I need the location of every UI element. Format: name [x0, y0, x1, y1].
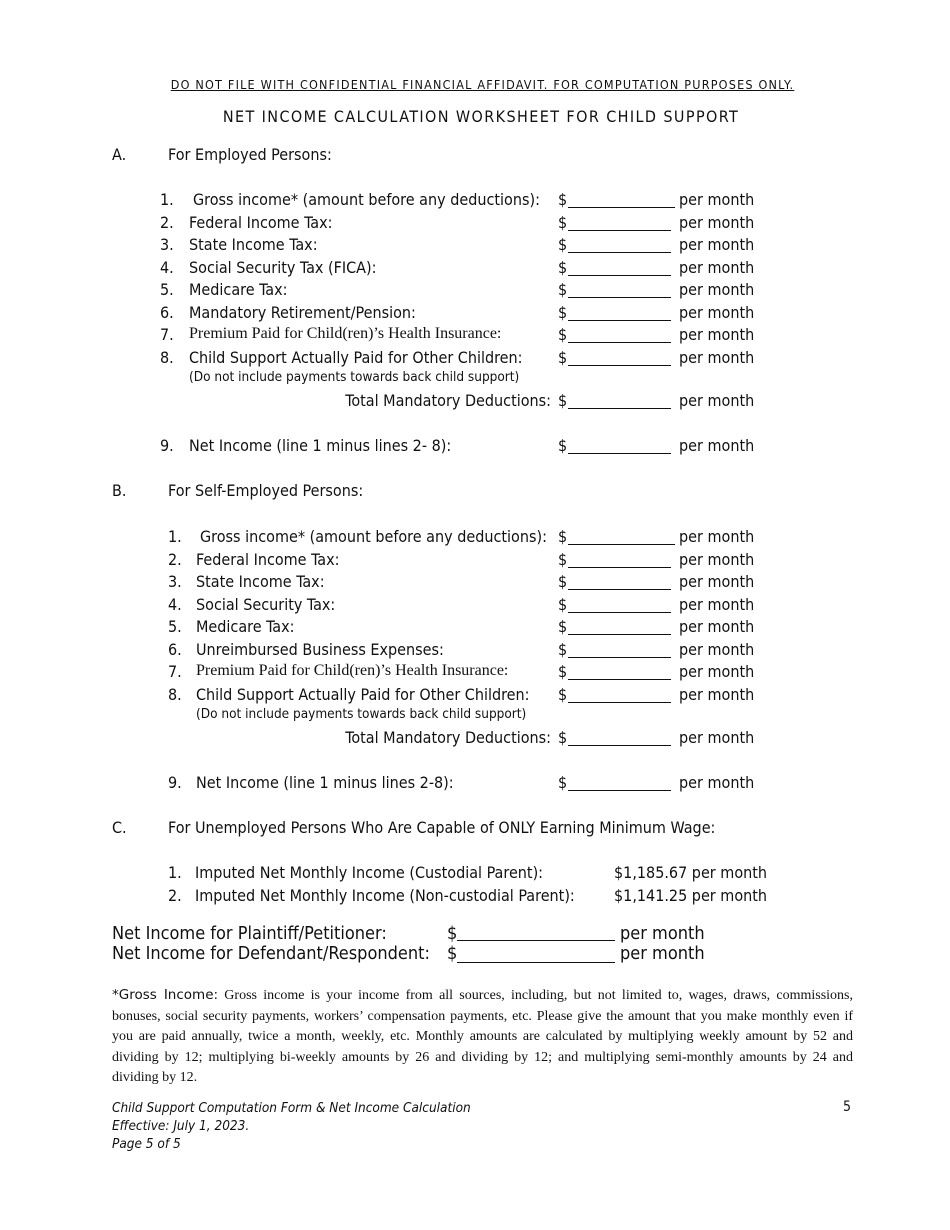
section-a-item-8-amount-field[interactable] [568, 365, 671, 366]
section-a-item-8-label: Child Support Actually Paid for Other Children: [189, 348, 523, 367]
section-a-total-deductions-label: Total Mandatory Deductions: [345, 391, 551, 410]
section-a-back-support-note: (Do not include payments towards back child support) [189, 369, 520, 385]
section-a-total-deductions-field[interactable] [568, 408, 671, 409]
section-b-item-3-per-month: per month [679, 572, 755, 591]
section-a-item-5-per-month: per month [679, 280, 755, 299]
page-title: NET INCOME CALCULATION WORKSHEET FOR CHILD SUPPORT [222, 107, 740, 126]
section-b-item-8-amount-field[interactable] [568, 702, 671, 703]
section-a-net-income-label: Net Income (line 1 minus lines 2- 8): [189, 436, 452, 455]
plaintiff-per-month: per month [620, 923, 705, 944]
section-a-net-income-number: 9. [160, 436, 174, 455]
plaintiff-dollar-sign: $ [447, 923, 458, 944]
section-b-item-3-dollar-sign: $ [558, 572, 568, 591]
section-a-item-2-amount-field[interactable] [568, 230, 671, 231]
section-b-item-5-dollar-sign: $ [558, 617, 568, 636]
section-a-item-4-label: Social Security Tax (FICA): [189, 258, 377, 277]
section-a-item-3-label: State Income Tax: [189, 235, 318, 254]
section-a-item-6-number: 6. [160, 303, 174, 322]
section-b-item-6-amount-field[interactable] [568, 657, 671, 658]
section-c-item-2-value: $1,141.25 per month [614, 886, 768, 905]
section-b-item-2-amount-field[interactable] [568, 567, 671, 568]
plaintiff-net-income-field[interactable] [457, 940, 615, 941]
section-a-net-income-amount-field[interactable] [568, 453, 671, 454]
section-b-item-4-per-month: per month [679, 595, 755, 614]
section-a-item-7-number: 7. [160, 325, 174, 344]
footnote-text: Gross income is your income from all sources, including, but not limited to, wages, draws, commissions, bonuses, social security payments, workers’ compensation payments, etc. Please give the amount that you make monthly even if you are paid annually, twice a month, weekly, etc. Monthly amounts are calculated by multiplying weekly amount by 52 and dividing by 12; multiplying bi-weekly amounts by 26 and dividing by 12; and multiplying semi-monthly amounts by 24 and dividing by 12. [112, 988, 854, 1086]
section-b-net-income-label: Net Income (line 1 minus lines 2-8): [196, 773, 454, 792]
section-b-item-1-amount-field[interactable] [568, 544, 675, 545]
section-a-item-7-amount-field[interactable] [568, 342, 671, 343]
section-a-item-1-per-month: per month [679, 190, 755, 209]
section-b-item-8-dollar-sign: $ [558, 685, 568, 704]
section-b-net-income-number: 9. [168, 773, 182, 792]
section-b-item-3-label: State Income Tax: [196, 572, 325, 591]
section-a-heading: For Employed Persons: [168, 145, 332, 164]
section-b-item-3-amount-field[interactable] [568, 589, 671, 590]
section-a-item-7-per-month: per month [679, 325, 755, 344]
section-b-item-8-label: Child Support Actually Paid for Other Children: [196, 685, 530, 704]
section-a-item-8-per-month: per month [679, 348, 755, 367]
section-c-item-2-label: Imputed Net Monthly Income (Non-custodial Parent): [195, 886, 575, 905]
section-b-net-income-amount-field[interactable] [568, 790, 671, 791]
section-b-total-dollar-sign: $ [558, 728, 568, 747]
section-a-item-3-per-month: per month [679, 235, 755, 254]
footer-effective-date: Effective: July 1, 2023. [112, 1118, 250, 1134]
footnote-lead: *Gross Income: [112, 987, 219, 1003]
section-b-item-7-per-month: per month [679, 662, 755, 681]
section-a-item-6-label: Mandatory Retirement/Pension: [189, 303, 416, 322]
section-b-letter: B. [112, 481, 127, 500]
section-c-heading: For Unemployed Persons Who Are Capable of ONLY Earning Minimum Wage: [168, 818, 716, 837]
section-a-item-3-amount-field[interactable] [568, 252, 671, 253]
section-a-item-3-dollar-sign: $ [558, 235, 568, 254]
section-a-net-income-dollar-sign: $ [558, 436, 568, 455]
section-b-item-4-number: 4. [168, 595, 182, 614]
section-a-item-2-number: 2. [160, 213, 174, 232]
footer-form-name: Child Support Computation Form & Net Income Calculation [112, 1100, 471, 1116]
defendant-dollar-sign: $ [447, 943, 458, 964]
section-b-item-1-label: Gross income* (amount before any deductions): [200, 527, 547, 546]
section-a-letter: A. [112, 145, 127, 164]
defendant-per-month: per month [620, 943, 705, 964]
section-a-item-3-number: 3. [160, 235, 174, 254]
section-b-item-6-per-month: per month [679, 640, 755, 659]
section-c-item-1-value: $1,185.67 per month [614, 863, 768, 882]
section-a-item-1-number: 1. [160, 190, 174, 209]
section-a-item-6-amount-field[interactable] [568, 320, 671, 321]
section-b-item-1-number: 1. [168, 527, 182, 546]
section-b-total-deductions-label: Total Mandatory Deductions: [345, 728, 551, 747]
section-a-item-4-number: 4. [160, 258, 174, 277]
gross-income-footnote [112, 985, 853, 1089]
section-a-item-4-per-month: per month [679, 258, 755, 277]
section-a-item-1-amount-field[interactable] [568, 207, 675, 208]
section-b-back-support-note: (Do not include payments towards back child support) [196, 706, 527, 722]
confidential-notice: DO NOT FILE WITH CONFIDENTIAL FINANCIAL AFFIDAVIT. FOR COMPUTATION PURPOSES ONLY. [170, 77, 795, 92]
section-b-item-2-per-month: per month [679, 550, 755, 569]
section-a-item-4-dollar-sign: $ [558, 258, 568, 277]
defendant-net-income-label: Net Income for Defendant/Respondent: [112, 943, 430, 964]
section-b-net-income-dollar-sign: $ [558, 773, 568, 792]
section-a-item-1-dollar-sign: $ [558, 190, 568, 209]
section-a-item-5-label: Medicare Tax: [189, 280, 288, 299]
section-b-item-7-label: Premium Paid for Child(ren)’s Health Insurance: [196, 662, 509, 679]
section-b-item-2-dollar-sign: $ [558, 550, 568, 569]
section-c-letter: C. [112, 818, 127, 837]
section-b-heading: For Self-Employed Persons: [168, 481, 364, 500]
section-b-item-4-dollar-sign: $ [558, 595, 568, 614]
section-b-item-2-label: Federal Income Tax: [196, 550, 340, 569]
section-b-item-6-label: Unreimbursed Business Expenses: [196, 640, 444, 659]
section-b-item-1-dollar-sign: $ [558, 527, 568, 546]
section-b-net-income-per-month: per month [679, 773, 755, 792]
section-a-item-8-dollar-sign: $ [558, 348, 568, 367]
section-a-item-7-dollar-sign: $ [558, 325, 568, 344]
section-c-item-1-number: 1. [168, 863, 182, 882]
section-b-item-2-number: 2. [168, 550, 182, 569]
section-a-item-5-number: 5. [160, 280, 174, 299]
section-b-item-5-per-month: per month [679, 617, 755, 636]
section-a-total-dollar-sign: $ [558, 391, 568, 410]
section-a-item-2-dollar-sign: $ [558, 213, 568, 232]
section-a-item-1-label: Gross income* (amount before any deductions): [193, 190, 540, 209]
plaintiff-net-income-label: Net Income for Plaintiff/Petitioner: [112, 923, 387, 944]
section-a-item-6-per-month: per month [679, 303, 755, 322]
section-a-item-5-amount-field[interactable] [568, 297, 671, 298]
section-b-item-3-number: 3. [168, 572, 182, 591]
section-c-item-1-label: Imputed Net Monthly Income (Custodial Parent): [195, 863, 544, 882]
section-b-item-7-amount-field[interactable] [568, 679, 671, 680]
section-b-item-8-number: 8. [168, 685, 182, 704]
section-a-net-income-per-month: per month [679, 436, 755, 455]
section-a-item-4-amount-field[interactable] [568, 275, 671, 276]
section-a-item-6-dollar-sign: $ [558, 303, 568, 322]
section-b-total-per-month: per month [679, 728, 755, 747]
section-a-item-2-label: Federal Income Tax: [189, 213, 333, 232]
page-number: 5 [843, 1099, 852, 1115]
section-b-item-6-number: 6. [168, 640, 182, 659]
section-a-total-per-month: per month [679, 391, 755, 410]
section-b-item-6-dollar-sign: $ [558, 640, 568, 659]
section-b-item-4-amount-field[interactable] [568, 612, 671, 613]
section-b-item-1-per-month: per month [679, 527, 755, 546]
section-a-item-2-per-month: per month [679, 213, 755, 232]
section-c-item-2-number: 2. [168, 886, 182, 905]
section-b-item-5-amount-field[interactable] [568, 634, 671, 635]
footer-page-of: Page 5 of 5 [112, 1136, 181, 1152]
defendant-net-income-field[interactable] [457, 962, 615, 963]
section-b-item-7-dollar-sign: $ [558, 662, 568, 681]
section-a-item-8-number: 8. [160, 348, 174, 367]
section-b-item-7-number: 7. [168, 662, 182, 681]
section-b-item-5-number: 5. [168, 617, 182, 636]
section-a-item-5-dollar-sign: $ [558, 280, 568, 299]
section-a-item-7-label: Premium Paid for Child(ren)’s Health Insurance: [189, 325, 502, 342]
section-b-item-5-label: Medicare Tax: [196, 617, 295, 636]
section-b-item-4-label: Social Security Tax: [196, 595, 336, 614]
section-b-item-8-per-month: per month [679, 685, 755, 704]
section-b-total-deductions-field[interactable] [568, 745, 671, 746]
